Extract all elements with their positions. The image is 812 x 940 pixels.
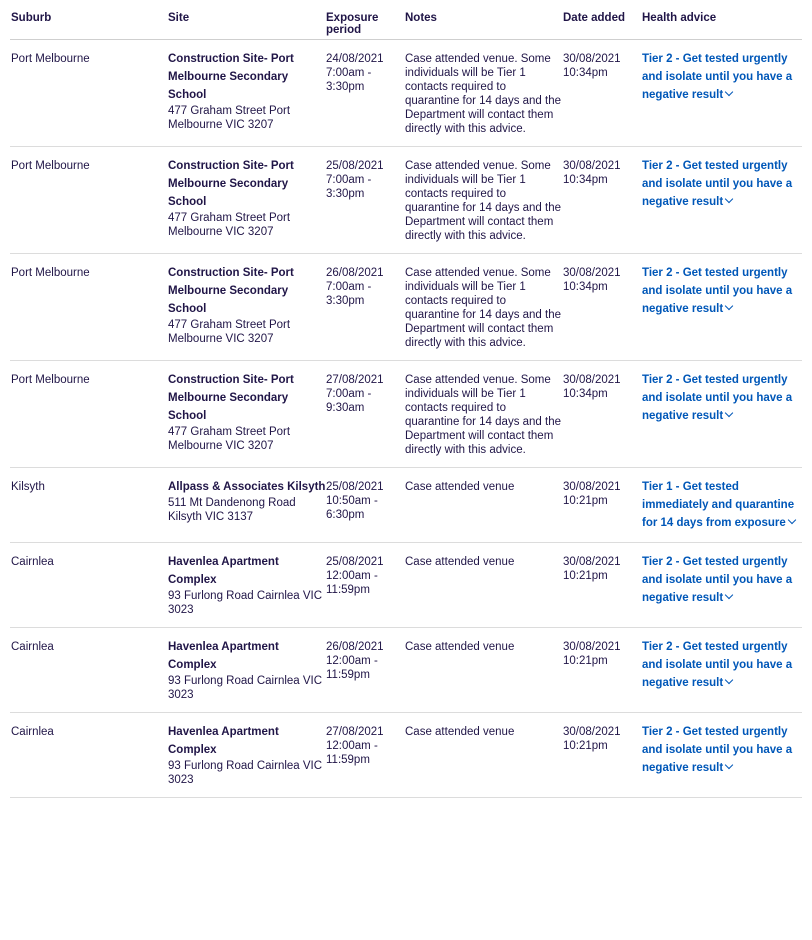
health-advice-toggle[interactable]: [642, 157, 802, 211]
exposure-time: 7:00am - 3:30pm: [326, 67, 372, 93]
exposure-cell: [326, 254, 405, 360]
health-advice-cell: [642, 713, 802, 797]
exposure-time: 7:00am - 3:30pm: [326, 174, 372, 200]
chevron-down-icon: [725, 88, 733, 96]
site-address: 93 Furlong Road Cairnlea VIC 3023: [168, 675, 323, 701]
site-cell: [168, 543, 326, 627]
date-added-cell: [563, 628, 642, 712]
exposure-cell: [326, 40, 405, 146]
notes-text: Case attended venue. Some individuals will be Tier 1 contacts required to quarantine for 14 days and the Department will contact them directly with this advice.: [405, 267, 562, 349]
exposure-cell: [326, 147, 405, 253]
exposure-cell: [326, 543, 405, 627]
chevron-down-icon: [725, 591, 733, 599]
header-health-advice[interactable]: Health advice: [642, 12, 717, 24]
table-row: [10, 361, 802, 468]
date-added-cell: [563, 147, 642, 253]
notes-text: Case attended venue: [405, 726, 515, 738]
notes-cell: [405, 713, 563, 797]
date-added-cell: [563, 543, 642, 627]
notes-cell: [405, 468, 563, 542]
exposure-date: 27/08/2021: [326, 374, 384, 386]
date-added-text: 30/08/2021 10:21pm: [563, 556, 621, 582]
date-added-cell: [563, 361, 642, 467]
exposure-date: 27/08/2021: [326, 726, 384, 738]
exposure-time: 10:50am - 6:30pm: [326, 495, 378, 521]
table-row: [10, 628, 802, 713]
chevron-down-icon: [725, 676, 733, 684]
notes-text: Case attended venue: [405, 481, 515, 493]
site-name: Construction Site- Port Melbourne Secondary School: [168, 267, 294, 315]
health-advice-text: Tier 2 - Get tested urgently and isolate until you have a negative result: [642, 160, 793, 208]
health-advice-cell: [642, 40, 802, 146]
site-cell: [168, 147, 326, 253]
date-added-text: 30/08/2021 10:34pm: [563, 374, 621, 400]
chevron-down-icon: [725, 409, 733, 417]
site-name: Havenlea Apartment Complex: [168, 641, 279, 671]
site-name: Allpass & Associates Kilsyth: [168, 481, 326, 493]
health-advice-cell: [642, 543, 802, 627]
health-advice-cell: [642, 254, 802, 360]
suburb-cell: [10, 361, 168, 467]
site-address: 93 Furlong Road Cairnlea VIC 3023: [168, 590, 323, 616]
health-advice-cell: [642, 147, 802, 253]
health-advice-text: Tier 2 - Get tested urgently and isolate until you have a negative result: [642, 641, 793, 689]
header-site[interactable]: Site: [168, 12, 190, 24]
health-advice-toggle[interactable]: [642, 638, 802, 692]
site-cell: [168, 254, 326, 360]
suburb-text: Port Melbourne: [11, 374, 90, 386]
suburb-text: Cairnlea: [11, 556, 54, 568]
date-added-cell: [563, 468, 642, 542]
suburb-text: Port Melbourne: [11, 53, 90, 65]
exposure-date: 25/08/2021: [326, 556, 384, 568]
table-row: [10, 543, 802, 628]
suburb-cell: [10, 254, 168, 360]
site-name: Construction Site- Port Melbourne Secondary School: [168, 160, 294, 208]
date-added-text: 30/08/2021 10:21pm: [563, 481, 621, 507]
table-body: [0, 40, 812, 798]
table-row: [10, 254, 802, 361]
suburb-text: Cairnlea: [11, 726, 54, 738]
notes-cell: [405, 147, 563, 253]
health-advice-toggle[interactable]: [642, 50, 802, 104]
table-header: [10, 0, 802, 40]
site-address: 511 Mt Dandenong Road Kilsyth VIC 3137: [168, 497, 296, 523]
header-suburb[interactable]: Suburb: [11, 12, 52, 24]
exposure-date: 26/08/2021: [326, 267, 384, 279]
health-advice-text: Tier 2 - Get tested urgently and isolate until you have a negative result: [642, 374, 793, 422]
exposure-time: 12:00am - 11:59pm: [326, 740, 378, 766]
site-name: Construction Site- Port Melbourne Secondary School: [168, 374, 294, 422]
site-cell: [168, 628, 326, 712]
site-address: 93 Furlong Road Cairnlea VIC 3023: [168, 760, 323, 786]
exposure-time: 12:00am - 11:59pm: [326, 655, 378, 681]
site-address: 477 Graham Street Port Melbourne VIC 3207: [168, 426, 291, 452]
date-added-text: 30/08/2021 10:34pm: [563, 267, 621, 293]
exposure-cell: [326, 468, 405, 542]
site-cell: [168, 361, 326, 467]
notes-text: Case attended venue. Some individuals will be Tier 1 contacts required to quarantine for 14 days and the Department will contact them directly with this advice.: [405, 160, 562, 242]
notes-text: Case attended venue. Some individuals will be Tier 1 contacts required to quarantine for 14 days and the Department will contact them directly with this advice.: [405, 374, 562, 456]
date-added-cell: [563, 254, 642, 360]
notes-text: Case attended venue. Some individuals will be Tier 1 contacts required to quarantine for 14 days and the Department will contact them directly with this advice.: [405, 53, 562, 135]
suburb-cell: [10, 543, 168, 627]
site-address: 477 Graham Street Port Melbourne VIC 3207: [168, 319, 291, 345]
notes-cell: [405, 543, 563, 627]
notes-cell: [405, 40, 563, 146]
suburb-text: Kilsyth: [11, 481, 45, 493]
date-added-text: 30/08/2021 10:21pm: [563, 641, 621, 667]
table-row: [10, 713, 802, 798]
exposure-date: 24/08/2021: [326, 53, 384, 65]
notes-cell: [405, 254, 563, 360]
site-name: Construction Site- Port Melbourne Secondary School: [168, 53, 294, 101]
exposure-cell: [326, 713, 405, 797]
exposure-time: 7:00am - 9:30am: [326, 388, 372, 414]
health-advice-text: Tier 2 - Get tested urgently and isolate until you have a negative result: [642, 556, 793, 604]
suburb-cell: [10, 468, 168, 542]
health-advice-cell: [642, 628, 802, 712]
exposure-cell: [326, 628, 405, 712]
exposure-date: 25/08/2021: [326, 160, 384, 172]
site-cell: [168, 468, 326, 542]
health-advice-text: Tier 2 - Get tested urgently and isolate until you have a negative result: [642, 267, 793, 315]
site-address: 477 Graham Street Port Melbourne VIC 3207: [168, 212, 291, 238]
suburb-text: Port Melbourne: [11, 267, 90, 279]
suburb-cell: [10, 147, 168, 253]
table-row: [10, 468, 802, 543]
site-address: 477 Graham Street Port Melbourne VIC 3207: [168, 105, 291, 131]
health-advice-text: Tier 1 - Get tested immediately and quarantine for 14 days from exposure: [642, 481, 795, 529]
table-row: [10, 147, 802, 254]
notes-cell: [405, 361, 563, 467]
health-advice-toggle[interactable]: [642, 553, 802, 607]
chevron-down-icon: [725, 761, 733, 769]
exposure-date: 26/08/2021: [326, 641, 384, 653]
site-cell: [168, 713, 326, 797]
site-cell: [168, 40, 326, 146]
health-advice-text: Tier 2 - Get tested urgently and isolate until you have a negative result: [642, 726, 793, 774]
date-added-text: 30/08/2021 10:34pm: [563, 53, 621, 79]
notes-text: Case attended venue: [405, 641, 515, 653]
health-advice-toggle[interactable]: [642, 371, 802, 425]
date-added-cell: [563, 713, 642, 797]
health-advice-cell: [642, 468, 802, 542]
exposure-time: 7:00am - 3:30pm: [326, 281, 372, 307]
notes-cell: [405, 628, 563, 712]
health-advice-cell: [642, 361, 802, 467]
suburb-cell: [10, 40, 168, 146]
chevron-down-icon: [725, 302, 733, 310]
suburb-text: Cairnlea: [11, 641, 54, 653]
suburb-cell: [10, 713, 168, 797]
health-advice-toggle[interactable]: [642, 478, 802, 532]
exposure-cell: [326, 361, 405, 467]
chevron-down-icon: [725, 195, 733, 203]
exposure-time: 12:00am - 11:59pm: [326, 570, 378, 596]
header-notes[interactable]: Notes: [405, 12, 437, 24]
health-advice-toggle[interactable]: [642, 264, 802, 318]
suburb-cell: [10, 628, 168, 712]
health-advice-text: Tier 2 - Get tested urgently and isolate until you have a negative result: [642, 53, 793, 101]
notes-text: Case attended venue: [405, 556, 515, 568]
header-exposure-period[interactable]: Exposure period: [326, 12, 379, 36]
date-added-text: 30/08/2021 10:34pm: [563, 160, 621, 186]
exposure-date: 25/08/2021: [326, 481, 384, 493]
header-date-added[interactable]: Date added: [563, 12, 625, 24]
site-name: Havenlea Apartment Complex: [168, 556, 279, 586]
site-name: Havenlea Apartment Complex: [168, 726, 279, 756]
chevron-down-icon: [788, 516, 796, 524]
health-advice-toggle[interactable]: [642, 723, 802, 777]
date-added-cell: [563, 40, 642, 146]
suburb-text: Port Melbourne: [11, 160, 90, 172]
table-row: [10, 40, 802, 147]
date-added-text: 30/08/2021 10:21pm: [563, 726, 621, 752]
